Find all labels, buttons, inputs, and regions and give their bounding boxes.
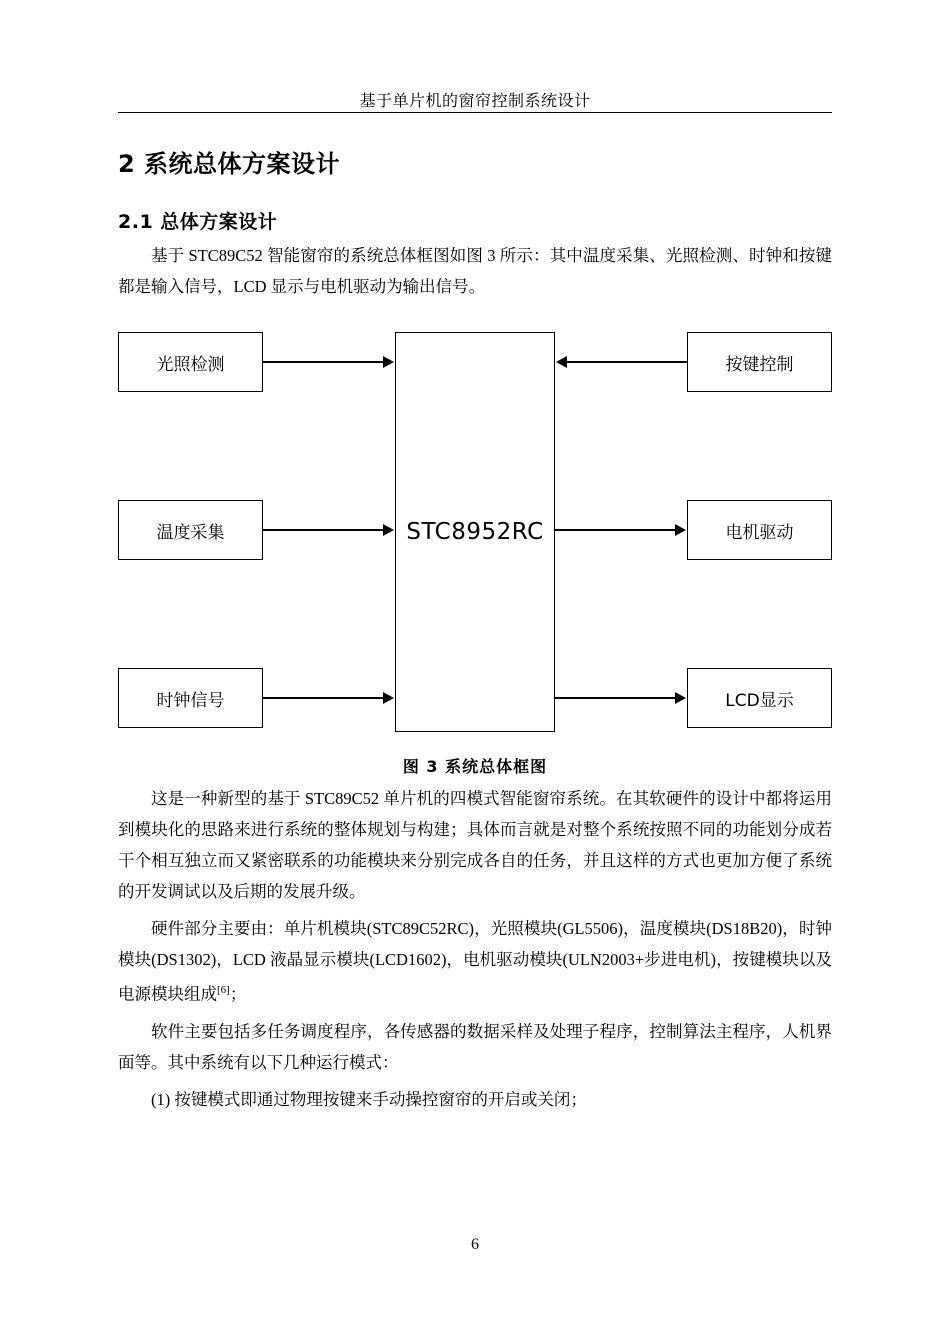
block-temperature-acquisition	[118, 500, 263, 560]
block-motor-drive	[687, 500, 832, 560]
paragraph-hardware-tail: ；	[229, 984, 247, 1004]
arrowhead-key-to-mcu	[556, 356, 567, 368]
connector-light-to-mcu	[263, 361, 383, 363]
paragraph-overview: 这是一种新型的基于 STC89C52 单片机的四模式智能窗帘系统。在其软硬件的设计中都将运用到模块化的思路来进行系统的整体规划与构建；具体而言就是对整个系统按照不同的功能划分成若干个相互独立而又紧密联系的功能模块来分别完成各自的任务，并且这样的方式也更加方便了系统的开发调试以及后期的发展升级。	[118, 789, 832, 901]
block-lcd-display	[687, 668, 832, 728]
block-light-detection	[118, 332, 263, 392]
arrowhead-light-to-mcu	[383, 356, 394, 368]
block-motor-drive-label: 电机驱动	[725, 522, 794, 543]
block-temperature-acquisition-label: 温度采集	[156, 522, 225, 543]
header-divider	[118, 112, 832, 113]
connector-mcu-to-motor	[555, 529, 675, 531]
connector-key-to-mcu	[567, 361, 687, 363]
paragraph-software: 软件主要包括多任务调度程序，各传感器的数据采样及处理子程序，控制算法主程序，人机界面等。其中系统有以下几种运行模式：	[118, 1021, 832, 1072]
block-key-control	[687, 332, 832, 392]
arrowhead-mcu-to-lcd	[675, 692, 686, 704]
arrowhead-clock-to-mcu	[383, 692, 394, 704]
subsection-heading: 2.1 总体方案设计	[118, 211, 278, 233]
figure-caption: 图 3 系统总体框图	[402, 757, 548, 776]
paragraph-hardware-text: 硬件部分主要由：单片机模块(STC89C52RC)，光照模块(GL5506)，温度模块(DS18B20)，时钟模块(DS1302)，LCD 液晶显示模块(LCD1602)，电机驱动模块(ULN2003+步进电机)，按键模块以及电源模块组成	[118, 919, 832, 1004]
block-key-control-label: 按键控制	[725, 354, 794, 375]
page-content	[118, 130, 832, 1115]
block-clock-signal-label: 时钟信号	[156, 690, 225, 711]
connector-mcu-to-lcd	[555, 697, 675, 699]
block-mcu	[395, 332, 555, 732]
block-lcd-display-label: LCD显示	[725, 690, 794, 711]
footnote-ref: [6]	[217, 984, 230, 996]
section-heading: 2 系统总体方案设计	[118, 150, 341, 178]
paragraph-hardware	[118, 913, 832, 1010]
connector-temperature-to-mcu	[263, 529, 383, 531]
running-header: 基于单片机的窗帘控制系统设计	[359, 91, 591, 110]
block-light-detection-label: 光照检测	[156, 354, 225, 375]
paragraph-mode-1: (1) 按键模式即通过物理按键来手动操控窗帘的开启或关闭；	[151, 1089, 587, 1109]
arrowhead-temperature-to-mcu	[383, 524, 394, 536]
block-mcu-label: STC8952RC	[406, 519, 544, 545]
paragraph-intro: 基于 STC89C52 智能窗帘的系统总体框图如图 3 所示：其中温度采集、光照检测、时钟和按键都是输入信号，LCD 显示与电机驱动为输出信号。	[118, 246, 832, 296]
system-block-diagram	[118, 324, 832, 744]
page-number: 6	[471, 1236, 479, 1253]
arrowhead-mcu-to-motor	[675, 524, 686, 536]
connector-clock-to-mcu	[263, 697, 383, 699]
block-clock-signal	[118, 668, 263, 728]
